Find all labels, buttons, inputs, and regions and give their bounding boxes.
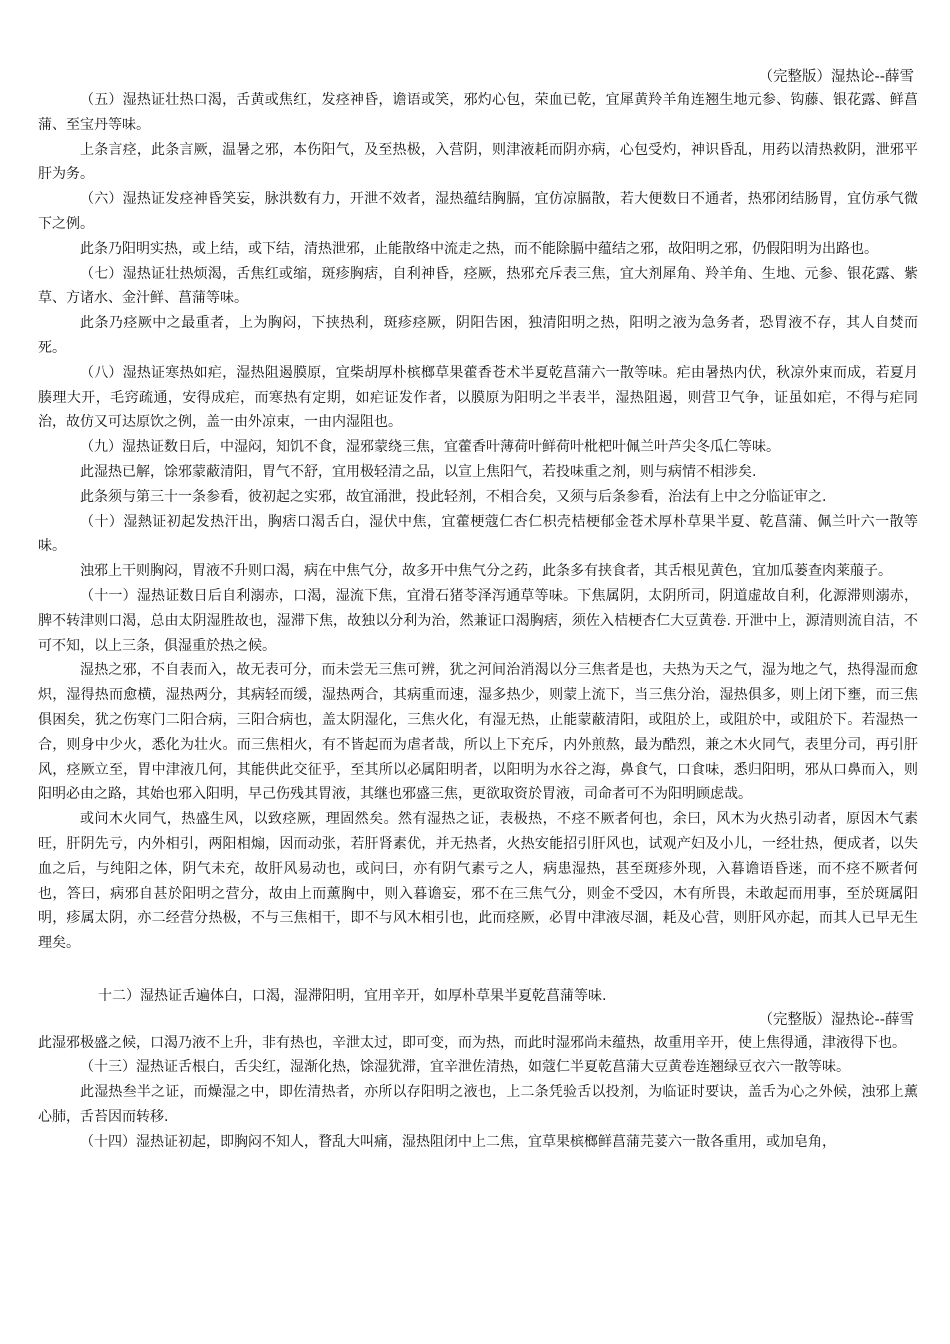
paragraph-10-commentary: 浊邪上干则胸闷，胃液不升则口渴，病在中焦气分，故多开中焦气分之药，此条多有挟食者，其舌根见黄色，宜加瓜蒌查肉莱菔子。 xyxy=(80,563,892,580)
paragraph-7: （七）湿热证壮热烦渴，舌焦红或缩，斑疹胸痞，自利神昏，痉厥，热邪充斥表三焦，宜大剂犀角、羚羊角、生地、元参、银花露、紫草、方诸水、金汁鲜、菖蒲等味。 xyxy=(38,265,918,307)
paragraph-13-commentary: 此湿热叁半之证，而燥湿之中，即佐清热者，亦所以存阳明之液也，上二条凭验舌以投剂，为临证时要诀，盖舌为心之外候，浊邪上薰心肺，舌苔因而转移. xyxy=(38,1084,918,1126)
page-gap xyxy=(38,956,918,984)
document-page xyxy=(38,66,918,1155)
paragraph-8: （八）湿热证寒热如疟，湿热阻遏膜原，宜柴胡厚朴槟榔草果藿香苍术半夏乾菖蒲六一散等味。疟由暑热内伏，秋凉外束而成，若夏月腠理大开，毛窍疏通，安得成疟，而寒热有定期，如疟证发作者，以膜原为阳明之半表半，湿热阻遏，则营卫气争，证虽如疟，不得与疟同治，故仿又可达原饮之例，盖一由外凉束，一由内湿阻也。 xyxy=(38,364,918,431)
paragraph-9-commentary-b: 此条须与第三十一条参看，彼初起之实邪，故宜涌泄，投此轻剂，不相合矣，又须与后条参看，治法有上中之分临证审之. xyxy=(80,488,827,505)
paragraph-6: （六）湿热证发痉神昏笑妄，脉洪数有力，开泄不效者，湿热蕴结胸膈，宜仿凉膈散，若大便数日不通者，热邪闭结肠胃，宜仿承气微下之例。 xyxy=(38,191,918,232)
paragraph-13: （十三）湿热证舌根白，舌尖红，湿渐化热，馀湿犹滞，宜辛泄佐清热，如蔻仁半夏乾菖蒲大豆黄卷连翘绿豆衣六一散等味。 xyxy=(80,1059,850,1076)
paragraph-11: （十一）湿热证数日后自利溺赤，口渴，湿流下焦，宜滑石猪苓泽泻通草等味。下焦属阴，太阴所司，阴道虚故自利，化源滞则溺赤，脾不转津则口渴，总由太阴湿胜故也，湿滞下焦，故独以分利为治，然兼证口渴胸痞，须佐入桔梗杏仁大豆黄卷. 开泄中上，源清则流自洁，不可不知，以上三条，俱湿重於热之候。 xyxy=(38,587,918,654)
paragraph-9: （九）湿热证数日后，中湿闷，知饥不食，湿邪蒙绕三焦，宜藿香叶薄荷叶鲜荷叶枇杷叶佩兰叶芦尖冬瓜仁等味。 xyxy=(80,439,780,456)
paragraph-12-commentary: 此湿邪极盛之候，口渴乃液不上升，非有热也，辛泄太过，即可变，而为热，而此时湿邪尚未蕴热，故重用辛开，使上焦得通，津液得下也。 xyxy=(38,1034,906,1051)
paragraph-10: （十）湿熱证初起发热汗出，胸痞口渴舌白，湿伏中焦，宜藿梗蔻仁杏仁枳壳桔梗郁金苍术厚朴草果半夏、乾菖蒲、佩兰叶六一散等味。 xyxy=(38,513,918,555)
running-header-2: （完整版）湿热论--薛雪 xyxy=(758,1011,914,1028)
running-header: （完整版）湿热论--薛雪 xyxy=(758,69,914,85)
paragraph-5: （五）湿热证壮热口渴，舌黄或焦红，发痉神昏，谵语或笑，邪灼心包，荣血已乾，宜犀黄羚羊角连翘生地元参、钩藤、银花露、鲜菖蒲、至宝丹等味。 xyxy=(38,92,918,133)
paragraph-7-commentary: 此条乃痉厥中之最重者，上为胸闷，下挟热利，斑疹痉厥，阴阳告困，独清阳明之热，阳明之液为急务者，恐胃液不存，其人自焚而死。 xyxy=(38,315,918,356)
paragraph-5-commentary: 上条言痉，此条言厥，温暑之邪，本伤阳气，及至热极，入营阴，则津液耗而阴亦病，心包受灼，神识昏乱，用药以清热救阴，泄邪平肝为务。 xyxy=(38,141,918,183)
paragraph-6-commentary: 此条乃阳明实热，或上结，或下结，清热泄邪，止能散络中流走之热，而不能除膈中蕴结之邪，故阳明之邪，仍假阳明为出路也。 xyxy=(80,240,878,257)
paragraph-11-commentary-a: 湿热之邪，不自表而入，故无表可分，而未尝无三焦可辨，犹之河间治消渴以分三焦者是也，夫热为天之气，湿为地之气，热得湿而愈炽，湿得热而愈横，湿热两分，其病轻而缓，湿热两合，其病重而速，湿多热少，则蒙上流下，当三焦分治，湿热俱多，则上闭下壅，而三焦俱困矣，犹之伤寒门二阳合病，三阳合病也，盖太阴湿化，三焦火化，有湿无热，止能蒙蔽清阳，或阻於上，或阻於中，或阻於下。若湿热一合，则身中少火，悉化为壮火。而三焦相火，有不皆起而为虐者哉，所以上下充斥，内外煎熬，最为酷烈，兼之木火同气，表里分司，再引肝风，痉厥立至，胃中津液几何，其能供此交征乎，至其所以必属阳明者，以阳明为水谷之海，鼻食气，口食味，悉归阳明，邪从口鼻而入，则阳明必由之路，其始也邪入阳明，早己伤残其胃液，其继也邪盛三焦，更欲取资於胃液，司命者可不为阳明顾虑哉。 xyxy=(38,662,918,803)
paragraph-11-commentary-b: 或问木火同气，热盛生风，以致痉厥，理固然矣。然有湿热之证，表极热，不痉不厥者何也，余曰，风木为火热引动者，原因木气素旺，肝阴先亏，内外相引，两阳相煽，因而动张，若肝肾素优，并无热者，火热安能招引肝风也，试观产妇及小儿，一经壮热，便成者，以失血之后，与纯阳之体，阴气未充，故肝风易动也，或问曰，亦有阴气素亏之人，病患湿热，甚至斑疹外现，入暮谵语昏迷，而不痉不厥者何也，答曰，病邪自甚於阳明之营分，故由上而薰胸中，则入暮谵妄，邪不在三焦气分，则金不受囚，木有所畏，未敢起而用事，至於斑属阳明，疹属太阴，亦二经营分热极，不与三焦相干，即不与风木相引也，此而痉厥，必胃中津液尽涸，耗及心营，则肝风亦起，而其人已早无生理矣。 xyxy=(38,811,918,952)
paragraph-9-commentary-a: 此湿热已解，馀邪蒙蔽清阳，胃气不舒，宜用极轻清之品，以宣上焦阳气，若投味重之剂，则与病情不相涉矣. xyxy=(80,463,757,480)
paragraph-14: （十四）湿热证初起，即胸闷不知人，瞀乱大叫痛，湿热阻闭中上二焦，宜草果槟榔鲜菖蒲芫荽六一散各重用，或加皂角， xyxy=(80,1133,836,1150)
paragraph-12: 十二）湿热证舌遍体白，口渴，湿滞阳明，宜用辛开，如厚朴草果半夏乾菖蒲等味. xyxy=(98,987,607,1004)
